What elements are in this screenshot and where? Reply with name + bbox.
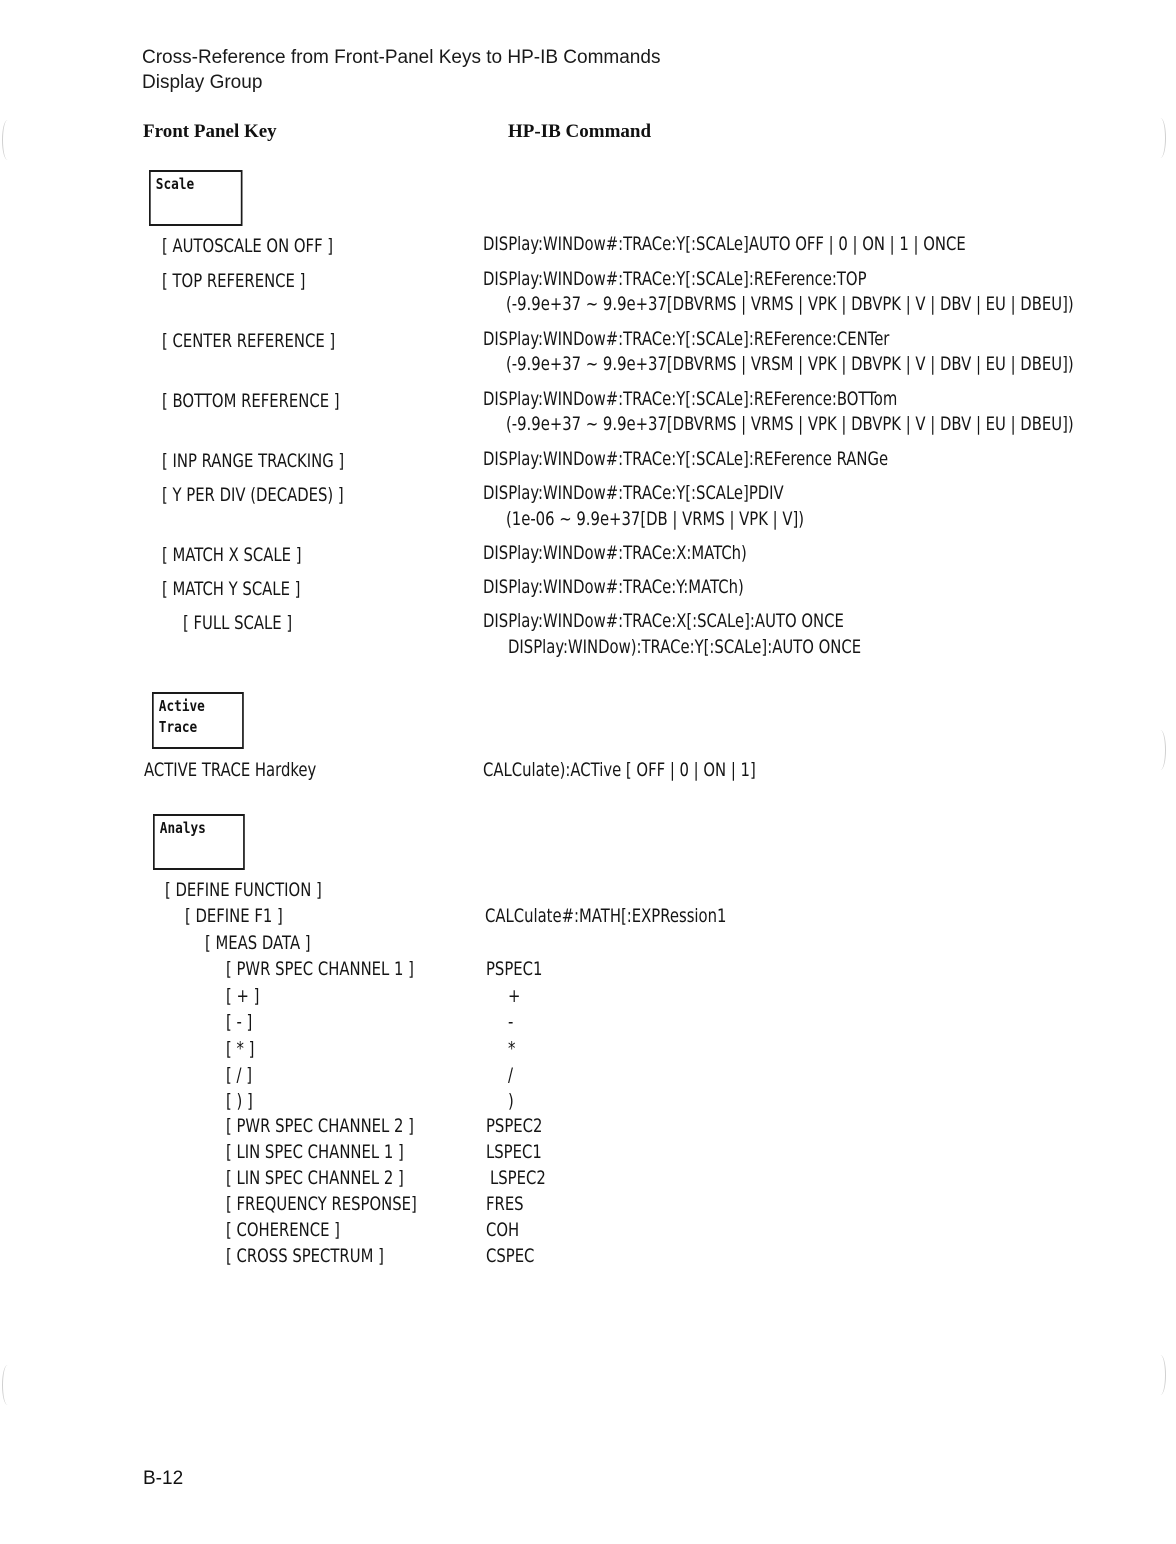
cmd-center-reference-range: (-9.9e+37 ~ 9.9e+37[DBVRMS | VRSM | VPK | DBVPK | V | DBV | EU | DBEU]) bbox=[506, 353, 1074, 375]
binder-hole-mark bbox=[2, 120, 13, 160]
analys-key-box bbox=[153, 814, 245, 870]
key-plus: [ + ] bbox=[226, 985, 260, 1007]
cmd-multiply: * bbox=[508, 1038, 516, 1060]
key-cross-spectrum: [ CROSS SPECTRUM ] bbox=[226, 1245, 384, 1267]
key-coherence: [ COHERENCE ] bbox=[226, 1219, 340, 1241]
binder-hole-mark bbox=[1155, 730, 1166, 770]
key-pwr-spec-ch1: [ PWR SPEC CHANNEL 1 ] bbox=[226, 958, 414, 980]
active-trace-key-label-line1: Active bbox=[158, 697, 205, 715]
key-center-reference: [ CENTER REFERENCE ] bbox=[162, 330, 336, 352]
cmd-pwr-spec-ch1: PSPEC1 bbox=[486, 958, 543, 980]
cmd-bottom-reference: DISPlay:WINDow#:TRACe:Y[:SCALe]:REFerence:BOTTom bbox=[483, 388, 898, 410]
key-y-per-div: [ Y PER DIV (DECADES) ] bbox=[162, 484, 344, 506]
cmd-y-per-div: DISPlay:WINDow#:TRACe:Y[:SCALe]PDIV bbox=[483, 482, 784, 504]
key-full-scale: [ FULL SCALE ] bbox=[183, 612, 293, 634]
cmd-match-y-scale: DISPlay:WINDow#:TRACe:Y:MATCh) bbox=[483, 576, 744, 598]
cmd-close-paren: ) bbox=[508, 1090, 514, 1112]
cmd-full-scale-y: DISPlay:WINDow):TRACe:Y[:SCALe]:AUTO ONCE bbox=[508, 636, 862, 658]
cmd-pwr-spec-ch2: PSPEC2 bbox=[486, 1115, 543, 1137]
scale-key-box bbox=[149, 170, 243, 226]
key-lin-spec-ch2: [ LIN SPEC CHANNEL 2 ] bbox=[226, 1167, 404, 1189]
key-match-x-scale: [ MATCH X SCALE ] bbox=[162, 544, 302, 566]
key-pwr-spec-ch2: [ PWR SPEC CHANNEL 2 ] bbox=[226, 1115, 414, 1137]
key-divide: [ / ] bbox=[226, 1064, 252, 1086]
cmd-top-reference: DISPlay:WINDow#:TRACe:Y[:SCALe]:REFerence:TOP bbox=[483, 268, 867, 290]
section-title: Cross-Reference from Front-Panel Keys to HP-IB Commands bbox=[142, 47, 661, 68]
scale-key-label: Scale bbox=[155, 175, 195, 193]
active-trace-key-label-line2: Trace bbox=[158, 718, 198, 736]
cmd-autoscale: DISPlay:WINDow#:TRACe:Y[:SCALe]AUTO OFF | 0 | ON | 1 | ONCE bbox=[483, 233, 966, 255]
key-bottom-reference: [ BOTTOM REFERENCE ] bbox=[162, 390, 340, 412]
cmd-divide: / bbox=[508, 1064, 513, 1086]
key-define-function: [ DEFINE FUNCTION ] bbox=[165, 879, 322, 901]
cmd-y-per-div-range: (1e-06 ~ 9.9e+37[DB | VRMS | VPK | V]) bbox=[506, 508, 805, 530]
key-inp-range-tracking: [ INP RANGE TRACKING ] bbox=[162, 450, 345, 472]
key-frequency-response: [ FREQUENCY RESPONSE] bbox=[226, 1193, 417, 1215]
key-close-paren: [ ) ] bbox=[226, 1090, 253, 1112]
key-define-f1: [ DEFINE F1 ] bbox=[185, 905, 283, 927]
key-match-y-scale: [ MATCH Y SCALE ] bbox=[162, 578, 301, 600]
cmd-cross-spectrum: CSPEC bbox=[486, 1245, 535, 1267]
analys-key-label: Analys bbox=[159, 819, 206, 837]
binder-hole-mark bbox=[1155, 1355, 1166, 1395]
cmd-center-reference: DISPlay:WINDow#:TRACe:Y[:SCALe]:REFerence:CENTer bbox=[483, 328, 890, 350]
group-title: Display Group bbox=[142, 72, 263, 93]
hpib-command-heading: HP-IB Command bbox=[508, 121, 652, 142]
cmd-frequency-response: FRES bbox=[486, 1193, 524, 1215]
active-trace-key-box bbox=[152, 692, 244, 749]
key-top-reference: [ TOP REFERENCE ] bbox=[162, 270, 306, 292]
key-minus: [ - ] bbox=[226, 1011, 253, 1033]
key-meas-data: [ MEAS DATA ] bbox=[205, 932, 311, 954]
cmd-full-scale-x: DISPlay:WINDow#:TRACe:X[:SCALe]:AUTO ONCE bbox=[483, 610, 844, 632]
cmd-minus: - bbox=[508, 1011, 514, 1033]
page-number: B-12 bbox=[143, 1468, 184, 1489]
key-active-trace-hardkey: ACTIVE TRACE Hardkey bbox=[144, 759, 317, 781]
key-multiply: [ * ] bbox=[226, 1038, 255, 1060]
cmd-bottom-reference-range: (-9.9e+37 ~ 9.9e+37[DBVRMS | VRMS | VPK | DBVPK | V | DBV | EU | DBEU]) bbox=[506, 413, 1074, 435]
cmd-inp-range-tracking: DISPlay:WINDow#:TRACe:Y[:SCALe]:REFerence RANGe bbox=[483, 448, 889, 470]
cmd-match-x-scale: DISPlay:WINDow#:TRACe:X:MATCh) bbox=[483, 542, 747, 564]
cmd-define-f1: CALCulate#:MATH[:EXPRession1 bbox=[485, 905, 727, 927]
binder-hole-mark bbox=[1155, 118, 1166, 158]
binder-hole-mark bbox=[2, 1365, 13, 1405]
front-panel-key-heading: Front Panel Key bbox=[143, 121, 277, 142]
cmd-coherence: COH bbox=[486, 1219, 520, 1241]
cmd-top-reference-range: (-9.9e+37 ~ 9.9e+37[DBVRMS | VRMS | VPK | DBVPK | V | DBV | EU | DBEU]) bbox=[506, 293, 1074, 315]
cmd-lin-spec-ch1: LSPEC1 bbox=[486, 1141, 542, 1163]
cmd-active-trace: CALCulate):ACTive [ OFF | 0 | ON | 1] bbox=[483, 759, 756, 781]
key-lin-spec-ch1: [ LIN SPEC CHANNEL 1 ] bbox=[226, 1141, 404, 1163]
cmd-plus: + bbox=[508, 985, 521, 1007]
key-autoscale: [ AUTOSCALE ON OFF ] bbox=[162, 235, 334, 257]
cmd-lin-spec-ch2: LSPEC2 bbox=[490, 1167, 546, 1189]
